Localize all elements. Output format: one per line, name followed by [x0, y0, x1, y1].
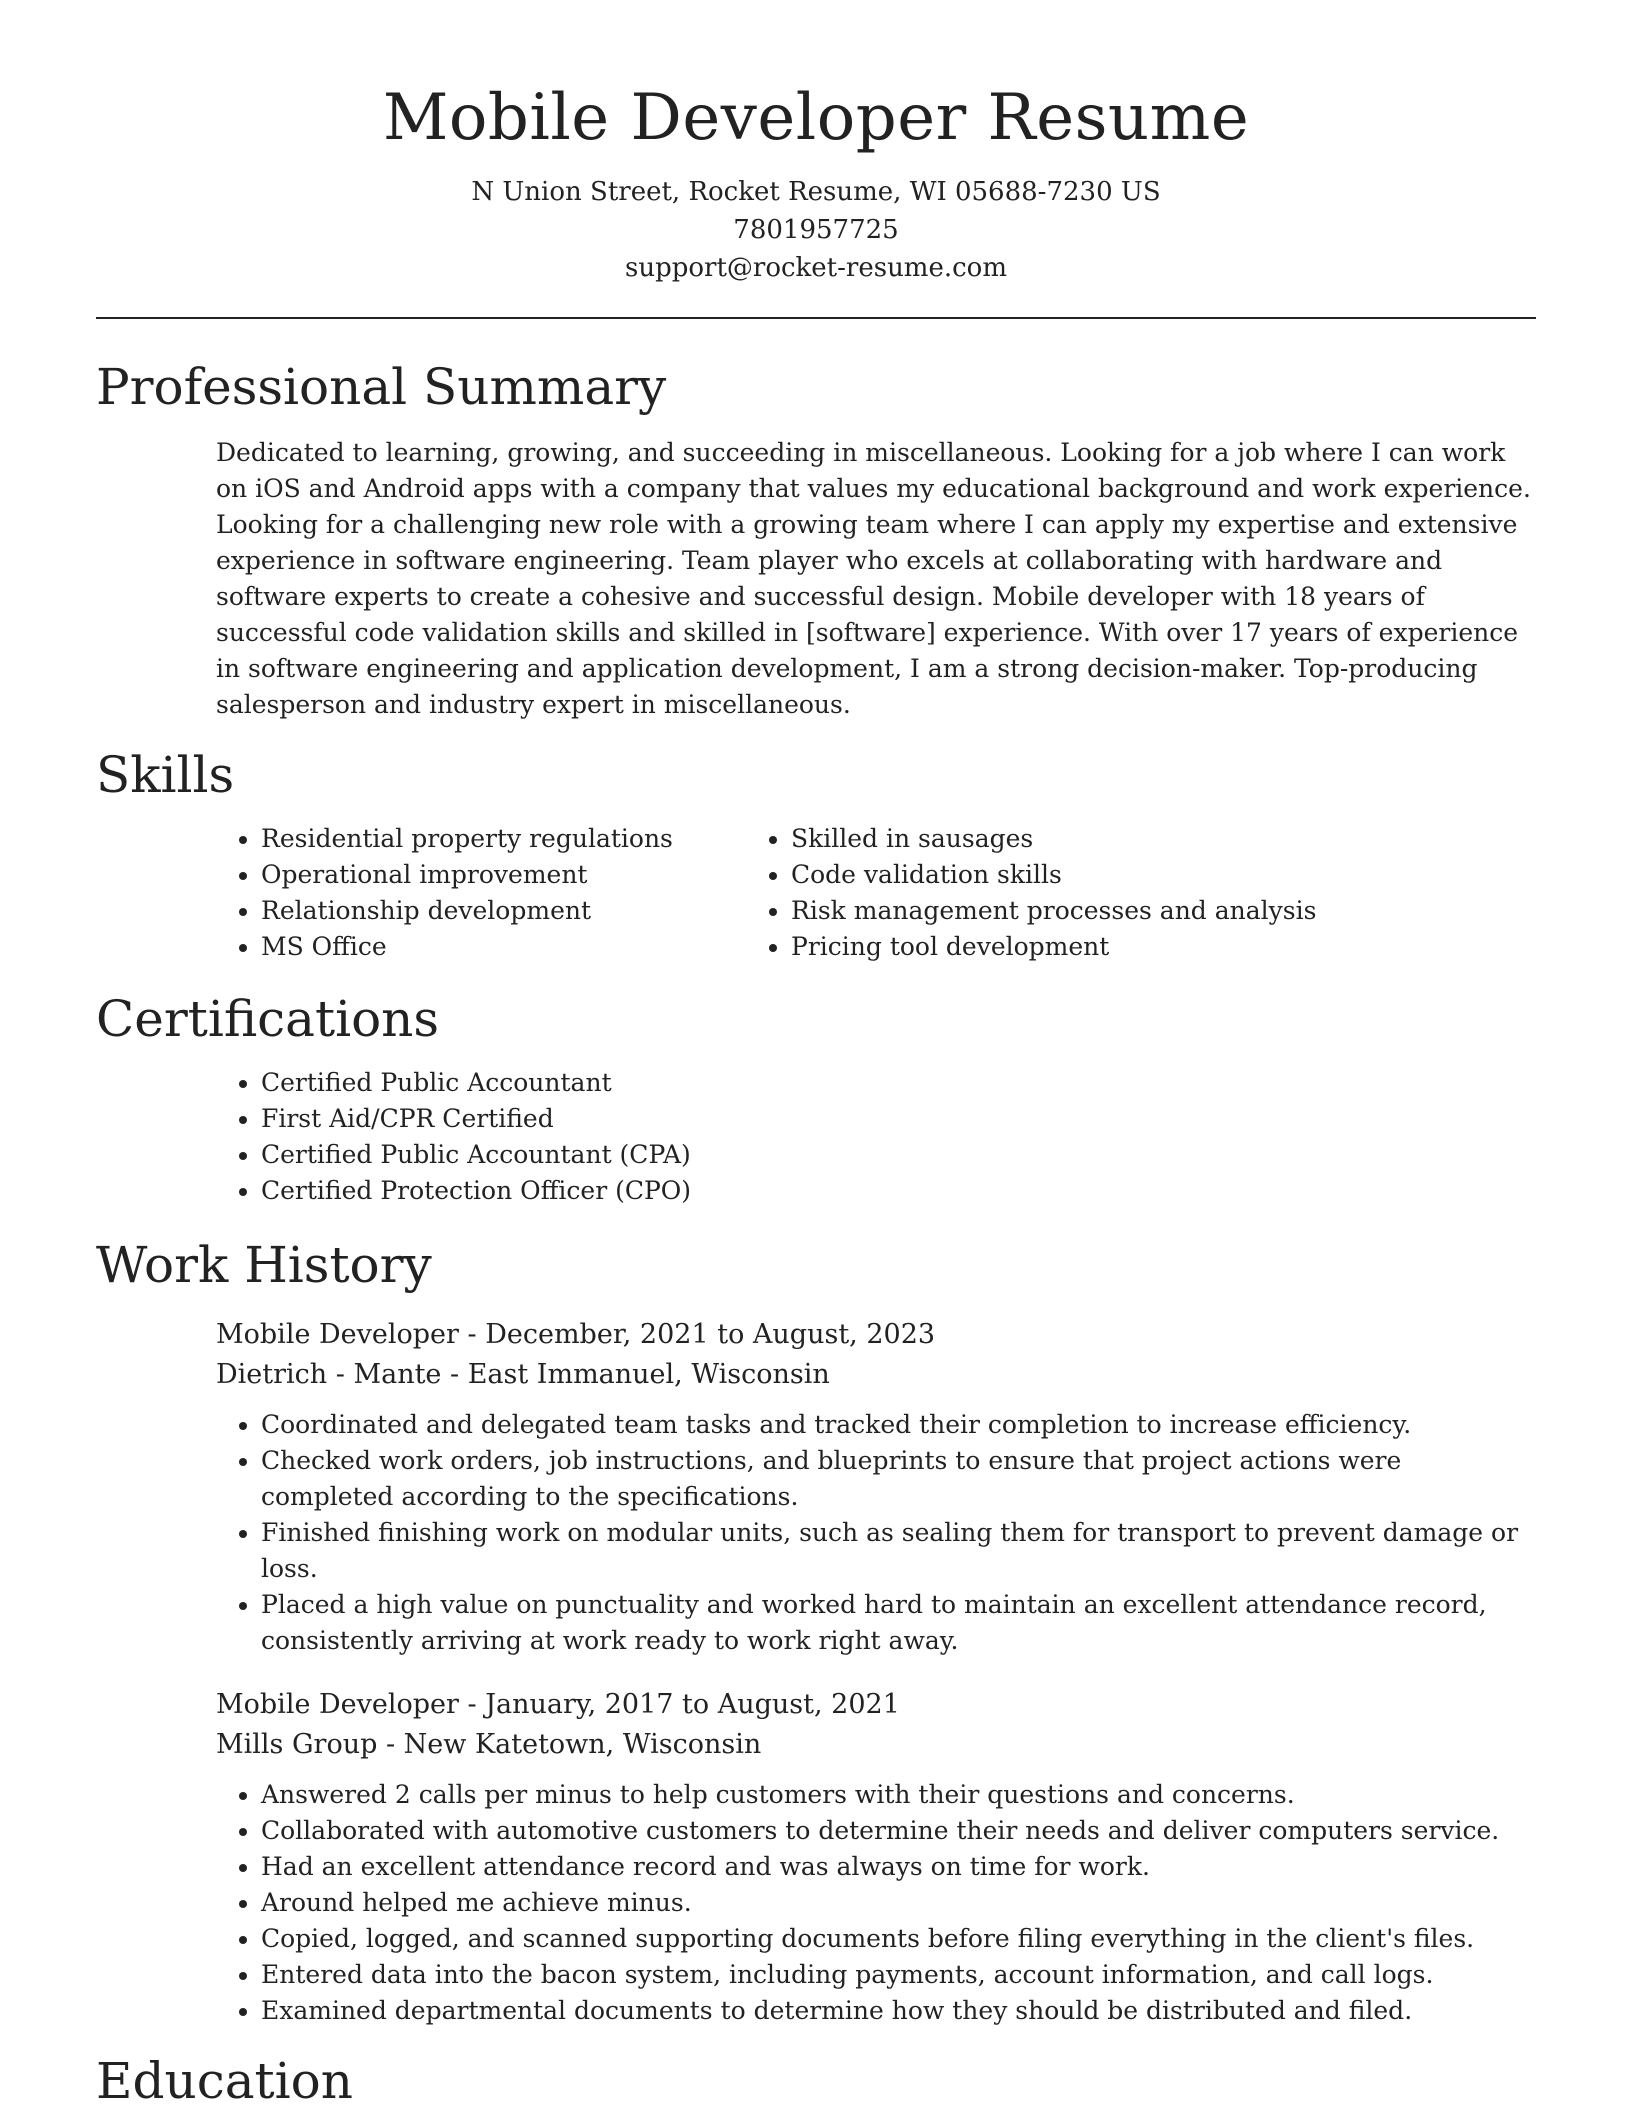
- list-item: • Checked work orders, job instructions, and blueprints to ensure that project actions were completed according to the specifications.: [261, 1443, 1536, 1515]
- list-item: • Around helped me achieve minus.: [261, 1885, 1536, 1921]
- job-company-line: Dietrich - Mante - East Immanuel, Wisconsin: [216, 1358, 830, 1390]
- job-bullets: [96, 1407, 1536, 1659]
- list-item: • Pricing tool development: [791, 929, 1316, 965]
- education-heading: Education: [96, 2051, 353, 2110]
- list-item: • Residential property regulations: [261, 821, 746, 857]
- list-item: • Certified Protection Officer (CPO): [261, 1173, 1536, 1209]
- list-item: • Entered data into the bacon system, including payments, account information, and call logs.: [261, 1957, 1536, 1993]
- summary-heading: Professional Summary: [96, 357, 667, 416]
- skills-list-right: [746, 821, 1316, 965]
- skills-grid: [96, 821, 1536, 965]
- education-section: [96, 2051, 1536, 2111]
- certifications-section: [96, 989, 1536, 1209]
- certifications-heading: Certifications: [96, 989, 440, 1048]
- job-title-line: Mobile Developer - December, 2021 to August, 2023: [216, 1318, 936, 1350]
- contact-info: [96, 173, 1536, 287]
- list-item: • Code validation skills: [791, 857, 1316, 893]
- list-item: • Certified Public Accountant (CPA): [261, 1137, 1536, 1173]
- list-item: • Operational improvement: [261, 857, 746, 893]
- list-item: • Relationship development: [261, 893, 746, 929]
- list-item: • Risk management processes and analysis: [791, 893, 1316, 929]
- summary-section: [96, 357, 1536, 723]
- list-item: • Had an excellent attendance record and was always on time for work.: [261, 1849, 1536, 1885]
- list-item: • Copied, logged, and scanned supporting documents before filing everything in the client's files.: [261, 1921, 1536, 1957]
- skills-list-left: [96, 821, 746, 965]
- list-item: • Answered 2 calls per minus to help customers with their questions and concerns.: [261, 1777, 1536, 1813]
- list-item: • Finished finishing work on modular units, such as sealing them for transport to prevent damage or loss.: [261, 1515, 1536, 1587]
- work-section: [96, 1235, 1536, 2029]
- skills-heading: Skills: [96, 745, 235, 804]
- resume-title: Mobile Developer Resume: [382, 81, 1250, 155]
- certifications-list: [96, 1065, 1536, 1209]
- list-item: • Collaborated with automotive customers to determine their needs and deliver computers service.: [261, 1813, 1536, 1849]
- list-item: • Examined departmental documents to determine how they should be distributed and filed.: [261, 1993, 1536, 2029]
- job-company-line: Mills Group - New Katetown, Wisconsin: [216, 1728, 762, 1760]
- resume-header: [96, 0, 1536, 287]
- job-title-line: Mobile Developer - January, 2017 to August, 2021: [216, 1688, 900, 1720]
- skills-section: [96, 745, 1536, 965]
- address: N Union Street, Rocket Resume, WI 05688-7230 US: [471, 176, 1161, 207]
- list-item: • Skilled in sausages: [791, 821, 1316, 857]
- job-bullets: [96, 1777, 1536, 2029]
- list-item: • Certified Public Accountant: [261, 1065, 1536, 1101]
- list-item: • Coordinated and delegated team tasks and tracked their completion to increase efficiency.: [261, 1407, 1536, 1443]
- phone: 7801957725: [733, 214, 899, 245]
- work-heading: Work History: [96, 1235, 432, 1294]
- list-item: • MS Office: [261, 929, 746, 965]
- summary-text: Dedicated to learning, growing, and succeeding in miscellaneous. Looking for a job where I can work on iOS and Android apps with a company that values my educational background and work experience. Looking for a challenging new role with a growing team where I can apply my expertise and extensive experience in software engineering. Team player who excels at collaborating with hardware and software experts to create a cohesive and successful design. Mobile developer with 18 years of successful code validation skills and skilled in [software] experience. With over 17 years of experience in software engineering and application development, I am a strong decision-maker. Top-producing salesperson and industry expert in miscellaneous.: [216, 437, 1531, 719]
- job-entry: [96, 1315, 1536, 1659]
- list-item: • Placed a high value on punctuality and worked hard to maintain an excellent attendance record, consistently arriving at work ready to work right away.: [261, 1587, 1536, 1659]
- resume-page: [96, 0, 1536, 2111]
- job-entry: [96, 1685, 1536, 2029]
- header-divider: [96, 317, 1536, 319]
- email: support@rocket-resume.com: [624, 252, 1007, 283]
- list-item: • First Aid/CPR Certified: [261, 1101, 1536, 1137]
